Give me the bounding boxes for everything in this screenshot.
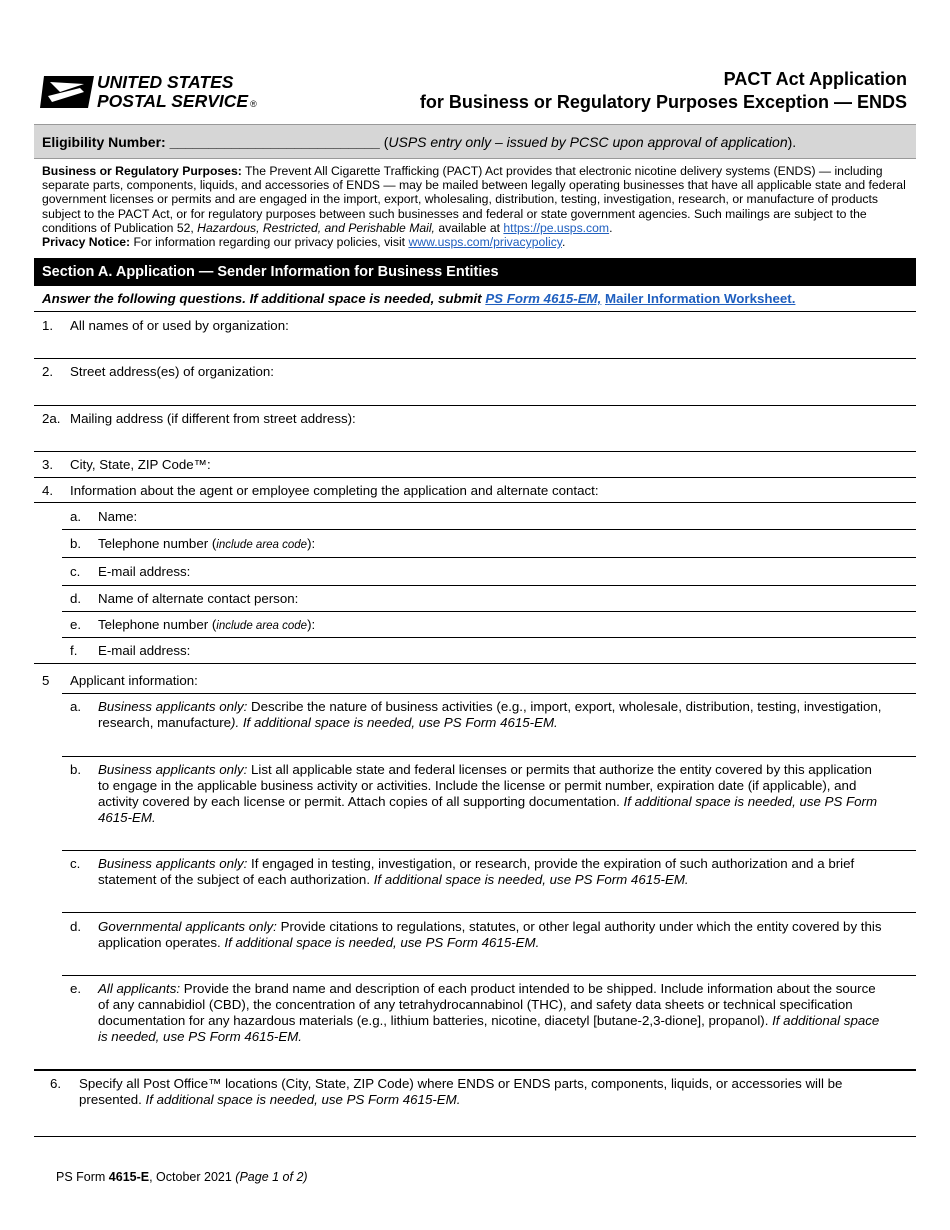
form-page: UNITED STATES POSTAL SERVICE ® PACT Act Application for Business or Regulatory Purposes Exception — ENDS Eligibility Number: ___________________________ (USPS entry only – issued by PCSC upon approval of application). Business or Regulatory Purposes: The Prevent All Cigarette Trafficking (PACT) Act provides that electronic nicotine delivery systems (ENDS) — including separate parts, components, liquids, and accessories of ENDS — may be mailed between legally operating businesses that have all applicable state and federal government licenses or permits and are engaged in the import, export, wholesaling, distribution, testing, investigation, research, or manufacture of products subject to the PACT Act, or for regulatory purposes between such businesses and federal or state government agencies. Such mailings are subject to the conditions of Publication 52, Hazardous, Restricted, and Perishable Mail, available at https://pe.usps.com. Privacy Notice: For information regarding our privacy policies, visit www.usps.com/privacypolicy. Section A. Application — Sender Information for Business Entities Answer the following questions. If additional space is needed, submit PS Form 4615-EM, Mailer Information Worksheet. 1. All names of or used by organization: 2. Street address(es) of organization: 2a. Mailing address (if different from street address): 3. City, State, ZIP Code™: 4. Information about the agent or employee completing the application and alternate contact: a. Name: b. Telephone number (include area code): c. E-mail address: d. Name of alternate contact person: e. Telephone number (include area code): f. E-mail address: 5 Applicant information: a. Business applicants only: Describe the nature of business activities (e.g., import, export, wholesale, distribution, testing, investigation, research, manufacture). If additional space is needed, use PS Form 4615-EM. b. Business applicants only: List all applicable state and federal licenses or permits that authorize the entity covered by this application to engage in the applicable business activity or activities. Include the license or permit number, expiration date (if applicable), and activity covered by each license or permit. Attach copies of all supporting documentation. If additional space is needed, use PS Form 4615-EM. c. Business applicants only: If engaged in testing, investigation, or research, provide the expiration of such authorization and a brief statement of the subject of each authorization. If additional space is needed, use PS Form 4615-EM. d. Governmental applicants only: Provide citations to regulations, statutes, or other legal authority under which the entity covered by this application operates. If additional space is needed, use PS Form 4615-EM. e. All applicants: Provide the brand name and description of each product intended to be shipped. Include information about the source of any cannabidiol (CBD), the concentration of any tetrahydrocannabinol (THC), and safety data sheets or technical specification documentation for any hazardous materials (e.g., lithium batteries, nicotine, diacetyl [butane-2,3-dione], propanol). If additional space is needed, use PS Form 4615-EM. 6. Specify all Post Office™ locations (City, State, ZIP Code) where ENDS or ENDS parts, components, liquids, or accessories will be presented. If additional space is needed, use PS Form 4615-EM. PS Form 4615-E, October 2021 (Page 1 of 2) [0,0,950,1230]
eligibility-bar: Eligibility Number: ___________________________ (USPS entry only – issued by PCSC upon approval of application). [34,124,916,159]
form-title [420,68,907,114]
title-line2: for Business or Regulatory Purposes Exception — ENDS [419,92,907,112]
pe-usps-link[interactable]: https://pe.usps.com [503,220,610,235]
section-instruction: Answer the following questions. If additional space is needed, submit PS Form 4615-EM, Mailer Information Worksheet. [42,291,796,306]
form-footer: PS Form 4615-E, October 2021 (Page 1 of 2) [56,1170,308,1184]
logo-text-line1: UNITED STATES [97,72,234,92]
eagle-icon [40,72,96,112]
privacy-policy-link[interactable]: www.usps.com/privacypolicy [408,235,562,250]
purposes-label: Business or Regulatory Purposes: [42,164,242,178]
privacy-label: Privacy Notice: [42,235,131,250]
eligibility-label: Eligibility Number: [42,134,166,150]
eligibility-number-field[interactable]: ___________________________ [169,134,380,150]
eligibility-note: USPS entry only – issued by PCSC upon approval of application [388,134,788,150]
usps-logo [40,72,270,112]
section-a-header: Section A. Application — Sender Information for Business Entities [34,258,916,286]
title-line1: PACT Act Application [723,69,907,89]
intro-text: Business or Regulatory Purposes: The Prevent All Cigarette Trafficking (PACT) Act provides that electronic nicotine delivery systems (ENDS) — including separate parts, components, liquids, and accessories of ENDS — may be mailed between legally operating businesses that have all applicable state and federal government licenses or permits and are engaged in the import, export, wholesaling, distribution, testing, investigation, research, or manufacture of products subject to the PACT Act, or for regulatory purposes between such businesses and federal or state government agencies. Such mailings are subject to the conditions of Publication 52, Hazardous, Restricted, and Perishable Mail, available at https://pe.usps.com. Privacy Notice: For information regarding our privacy policies, visit www.usps.com/privacypolicy. [42,164,906,250]
worksheet-link[interactable]: Mailer Information Worksheet. [605,291,796,306]
logo-text-line2: POSTAL SERVICE ® [97,91,257,111]
ps-form-link[interactable]: PS Form 4615-EM, [485,291,602,306]
